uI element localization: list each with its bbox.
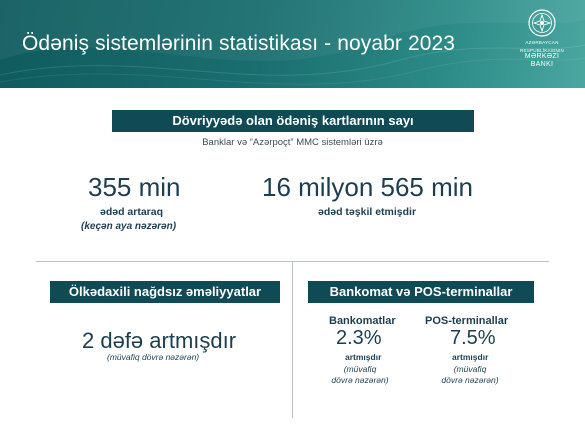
atm-value: 2.3% [336, 327, 382, 349]
atm-status: artmışdır [345, 352, 382, 362]
pos-status: artmışdır [452, 352, 489, 362]
atm-note-line-1: (müvafiq [343, 364, 377, 374]
cards-section-heading: Dövriyyədə olan ödəniş kartlarının sayı [112, 110, 474, 132]
cards-section-subtitle: Banklar və “Azərpoçt” MMC sistemləri üzrə [202, 137, 383, 148]
cashless-value: 2 dəfə artmışdır [82, 328, 237, 353]
atm-note-line-2: dövrə nəzərən) [331, 375, 389, 385]
pos-note-line-1: (müvafiq [453, 364, 487, 374]
pos-value: 7.5% [450, 327, 496, 349]
logo-line-4: BANKI [530, 61, 554, 69]
cards-increase-label: ədəd artaraq [100, 206, 164, 218]
cashless-note: (müvafiq dövrə nəzərən) [107, 352, 200, 362]
logo-line-3: MƏRKƏZİ [524, 53, 560, 61]
bank-logo [513, 8, 571, 82]
central-bank-emblem-icon [527, 8, 557, 38]
logo-line-1: AZƏRBAYCAN [525, 40, 559, 45]
cards-increase-note: (keçən aya nəzərən) [81, 221, 177, 232]
cards-total-label: ədəd təşkil etmişdir [318, 206, 417, 218]
pos-label: POS-terminallar [425, 315, 509, 327]
page-title: Ödəniş sistemlərinin statistikası - noyabr 2023 [22, 32, 456, 55]
cashless-section-heading: Ölkədaxili nağdsız əməliyyatlar [50, 281, 280, 303]
cards-increase-value: 355 min [88, 172, 181, 202]
pos-note-line-2: dövrə nəzərən) [441, 375, 499, 385]
header-banner [0, 0, 585, 88]
vertical-divider [292, 261, 293, 418]
cards-total-value: 16 milyon 565 min [262, 172, 473, 202]
atm-pos-section-heading: Bankomat və POS-terminallar [308, 281, 534, 303]
atm-label: Bankomatlar [329, 315, 396, 327]
logo-line-2: RESPUBLİKASININ [519, 47, 565, 53]
